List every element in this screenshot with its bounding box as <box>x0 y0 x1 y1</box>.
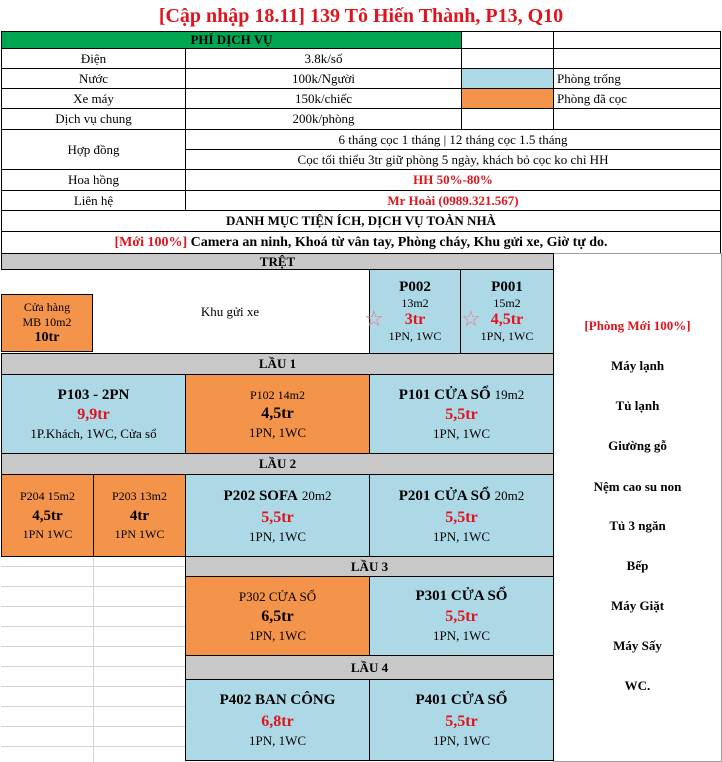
room-name: P401 CỬA SỔ <box>415 691 508 708</box>
new-star-icon: ☆ <box>364 306 384 331</box>
room-size: 19m2 <box>494 387 525 402</box>
room-name: P402 BAN CÔNG <box>219 691 336 708</box>
contract-line-2: Cọc tối thiểu 3tr giữ phòng 5 ngày, khách bỏ cọc ko chỉ HH <box>185 149 721 170</box>
room-amenity-item: Máy lạnh <box>610 358 665 373</box>
amenities-row <box>1 231 721 254</box>
fee-label-motorbike: Xe máy <box>1 88 186 109</box>
room-name: P301 CỬA SỔ <box>415 588 508 604</box>
shop-line-1: Cửa hàng <box>23 300 71 314</box>
room-card-p201[interactable] <box>369 474 554 557</box>
floor-header-2: LẦU 2 <box>1 453 554 475</box>
room-desc: 1PN, 1WC <box>248 732 307 748</box>
room-price: 6,8tr <box>261 712 294 730</box>
room-desc: 1PN 1WC <box>22 527 73 541</box>
room-price: 5,5tr <box>445 406 478 423</box>
room-price: 4,5tr <box>490 311 524 328</box>
room-desc: 1PN, 1WC <box>432 628 491 643</box>
room-name: P204 15m2 <box>19 489 75 503</box>
room-card-p101[interactable] <box>369 374 554 454</box>
contract-label: Hợp đồng <box>1 129 186 170</box>
room-name: P103 - 2PN <box>57 386 130 403</box>
room-card-p401[interactable] <box>369 679 554 761</box>
legend-label-empty: Phòng trống <box>553 68 721 89</box>
fee-value-water: 100k/Người <box>185 68 462 89</box>
gridline <box>93 556 94 762</box>
room-amenity-item: Bếp <box>626 558 649 573</box>
fee-label-water: Nước <box>1 68 186 89</box>
room-name: P002 <box>399 279 431 295</box>
fee-value-motorbike: 150k/chiếc <box>185 88 462 109</box>
room-size: 15m2 <box>493 296 521 310</box>
legend-blank-cell <box>461 48 554 69</box>
room-name: P102 14m2 <box>249 387 305 402</box>
commission-value: HH 50%-80% <box>185 169 721 191</box>
room-card-p402[interactable] <box>185 679 370 761</box>
room-card-p302[interactable] <box>185 576 370 656</box>
room-name: P101 CỬA SỔ <box>398 387 491 403</box>
fees-header-text: PHÍ DỊCH VỤ <box>190 32 273 47</box>
room-amenity-item: Giường gỗ <box>608 438 667 453</box>
room-price: 6,5tr <box>261 607 294 625</box>
room-size: 20m2 <box>494 487 525 503</box>
room-desc: 1PN, 1WC <box>432 528 491 544</box>
room-name: P201 CỬA SỔ <box>398 487 491 504</box>
floor-header-1: LẦU 1 <box>1 353 554 375</box>
new-star-icon: ☆ <box>461 306 481 331</box>
room-desc: 1PN, 1WC <box>248 528 307 544</box>
room-amenity-item: Máy Sấy <box>613 638 662 653</box>
room-card-shop[interactable] <box>1 294 93 352</box>
floor-header-4: LẦU 4 <box>185 655 554 680</box>
fees-header <box>1 31 462 49</box>
room-name: P202 SOFA <box>223 487 298 504</box>
room-amenity-item: WC. <box>624 678 651 693</box>
page-title: [Cập nhập 18.11] 139 Tô Hiến Thành, P13, Q10 <box>158 4 564 27</box>
room-card-p203[interactable] <box>93 474 186 557</box>
room-desc: 1PN, 1WC <box>248 424 307 440</box>
fee-label-service: Dịch vụ chung <box>1 108 186 130</box>
shop-line-2: MB 10m2 <box>22 315 72 329</box>
room-price: 4,5tr <box>32 508 63 524</box>
room-amenity-item: Tủ 3 ngăn <box>609 518 666 533</box>
legend-blank-cell <box>553 108 721 130</box>
legend-blank-cell <box>461 31 554 49</box>
room-price: 5,5tr <box>261 508 294 526</box>
room-amenity-item: Tủ lạnh <box>615 398 660 413</box>
amenities-header: DANH MỤC TIỆN ÍCH, DỊCH VỤ TOÀN NHÀ <box>1 210 721 232</box>
room-price: 4tr <box>129 508 150 524</box>
legend-label-deposited: Phòng đã cọc <box>553 88 721 109</box>
room-desc: 1PN, 1WC <box>248 627 307 643</box>
room-amenity-item: Nệm cao su non <box>593 479 682 494</box>
room-price: 5,5tr <box>445 608 478 625</box>
contract-line-1: 6 tháng cọc 1 tháng | 12 tháng cọc 1.5 tháng <box>185 129 721 150</box>
room-price: 9,9tr <box>77 405 110 423</box>
room-desc: 1PN 1WC <box>114 527 165 541</box>
room-size: 20m2 <box>301 487 332 503</box>
contact-value: Mr Hoài (0989.321.567) <box>185 190 721 211</box>
room-card-p204[interactable] <box>1 474 94 557</box>
shop-price: 10tr <box>34 330 60 345</box>
room-desc: 1PN, 1WC <box>432 426 491 441</box>
fee-value-service: 200k/phòng <box>185 108 462 130</box>
room-price: 5,5tr <box>445 508 478 526</box>
room-desc: 1PN, 1WC <box>388 329 442 343</box>
room-amenity-item: Máy Giặt <box>610 598 665 613</box>
room-card-p103[interactable] <box>1 374 186 454</box>
commission-label: Hoa hồng <box>1 169 186 191</box>
room-price: 3tr <box>404 311 426 328</box>
legend-blank-cell <box>553 31 721 49</box>
room-price: 5,5tr <box>445 712 478 730</box>
legend-blank-cell <box>553 48 721 69</box>
amenities-text: Camera an ninh, Khoá từ vân tay, Phòng cháy, Khu gửi xe, Giờ tự do. <box>190 234 608 250</box>
legend-swatch-empty <box>461 68 554 89</box>
amenities-new-tag: [Mới 100%] <box>114 234 188 250</box>
fee-label-electricity: Điện <box>1 48 186 69</box>
room-desc: 1PN, 1WC <box>480 329 534 343</box>
room-card-p202[interactable] <box>185 474 370 557</box>
contact-label: Liên hệ <box>1 190 186 211</box>
room-size: 13m2 <box>401 296 429 310</box>
room-name: P302 CỬA SỔ <box>238 588 317 604</box>
room-card-p301[interactable] <box>369 576 554 656</box>
room-name: P203 13m2 <box>111 489 167 503</box>
fee-value-electricity: 3.8k/số <box>185 48 462 69</box>
room-desc: 1P.Khách, 1WC, Cửa sổ <box>30 425 157 441</box>
parking-area: Khu gửi xe <box>200 304 260 319</box>
floor-header-3: LẦU 3 <box>185 556 554 577</box>
legend-swatch-deposited <box>461 88 554 109</box>
room-desc: 1PN, 1WC <box>432 732 491 748</box>
room-name: P001 <box>491 279 523 295</box>
room-price: 4,5tr <box>261 404 294 422</box>
room-card-p102[interactable] <box>185 374 370 454</box>
legend-blank-cell <box>461 108 554 130</box>
floor-header-ground: TRỆT <box>1 253 554 270</box>
room-amenities-header: [Phòng Mới 100%] <box>584 318 691 333</box>
